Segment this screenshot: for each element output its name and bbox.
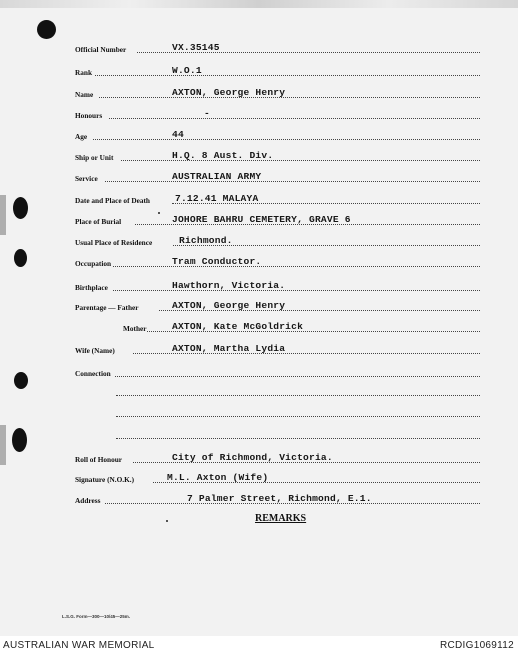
field-value: Hawthorn, Victoria. [172, 280, 286, 291]
field-label: Official Number [75, 45, 127, 54]
field-value: AXTON, George Henry [172, 87, 286, 98]
field-service [75, 171, 480, 183]
field-label: Mother [123, 324, 147, 333]
field-value: 7.12.41 MALAYA [175, 193, 259, 204]
form-print-code: L.S.G. Form—300—10/45—25m. [62, 614, 131, 619]
field-occupation [75, 256, 480, 268]
scan-speck [166, 520, 168, 522]
field-label: Address [75, 496, 101, 505]
field-value: 7 Palmer Street, Richmond, E.1. [187, 493, 372, 504]
field-roll-of-honour [75, 452, 480, 464]
field-label: Date and Place of Death [75, 196, 150, 205]
field-label: Connection [75, 369, 111, 378]
footer-source: AUSTRALIAN WAR MEMORIAL [3, 640, 155, 651]
connection-blank-line [116, 438, 480, 439]
connection-blank-line [116, 395, 480, 396]
field-label: Wife (Name) [75, 346, 115, 355]
punch-hole [12, 428, 27, 452]
field-date-place-death [75, 193, 480, 205]
scan-top-band [0, 0, 518, 8]
field-label: Occupation [75, 259, 112, 268]
punch-hole [14, 249, 27, 267]
field-value: Tram Conductor. [172, 256, 262, 267]
field-value: City of Richmond, Victoria. [172, 452, 333, 463]
scan-edge-shadow [0, 195, 6, 235]
field-label: Name [75, 90, 94, 99]
field-ship-or-unit [75, 150, 480, 162]
footer-record-id: RCDIG1069112 [439, 640, 514, 651]
field-value: - [204, 108, 210, 119]
punch-hole [14, 372, 28, 389]
field-value: AXTON, Martha Lydia [172, 343, 286, 354]
field-name [75, 87, 480, 99]
archive-footer [0, 636, 518, 654]
field-value: W.O.1 [172, 65, 202, 76]
field-parentage-father [75, 300, 480, 312]
field-label: Age [75, 132, 88, 141]
field-connection [75, 366, 480, 378]
field-place-of-burial [75, 214, 480, 226]
field-signature-nok [75, 472, 480, 484]
field-label: Birthplace [75, 283, 108, 292]
field-usual-residence [75, 235, 480, 247]
field-value: JOHORE BAHRU CEMETERY, GRAVE 6 [172, 214, 351, 225]
field-label: Rank [75, 68, 93, 77]
field-value: Richmond. [179, 235, 233, 246]
field-label: Place of Burial [75, 217, 122, 226]
field-parentage-mother [75, 321, 480, 333]
field-birthplace [75, 280, 480, 292]
field-label: Parentage — Father [75, 303, 139, 312]
field-value: AUSTRALIAN ARMY [172, 171, 262, 182]
field-label: Ship or Unit [75, 153, 114, 162]
punch-hole [13, 197, 28, 219]
field-value: 44 [172, 129, 184, 140]
field-age [75, 129, 480, 141]
field-label: Honours [75, 111, 103, 120]
field-honours [75, 108, 480, 120]
field-address [75, 493, 480, 505]
field-label: Service [75, 174, 98, 183]
field-value: AXTON, Kate McGoldrick [172, 321, 304, 332]
scan-edge-shadow [0, 425, 6, 465]
field-label: Signature (N.O.K.) [75, 475, 135, 484]
scan-speck [158, 212, 160, 214]
field-value: M.L. Axton (Wife) [167, 472, 269, 483]
field-label: Roll of Honour [75, 455, 123, 464]
connection-blank-line [116, 416, 480, 417]
field-rank [75, 65, 480, 77]
field-label: Usual Place of Residence [75, 238, 153, 247]
field-value: VX.35145 [172, 42, 220, 53]
field-wife [75, 343, 480, 355]
field-official-number [75, 42, 480, 54]
punch-hole [37, 20, 56, 39]
remarks-heading: REMARKS [255, 513, 307, 524]
field-value: AXTON, George Henry [172, 300, 286, 311]
field-value: H.Q. 8 Aust. Div. [172, 150, 274, 161]
